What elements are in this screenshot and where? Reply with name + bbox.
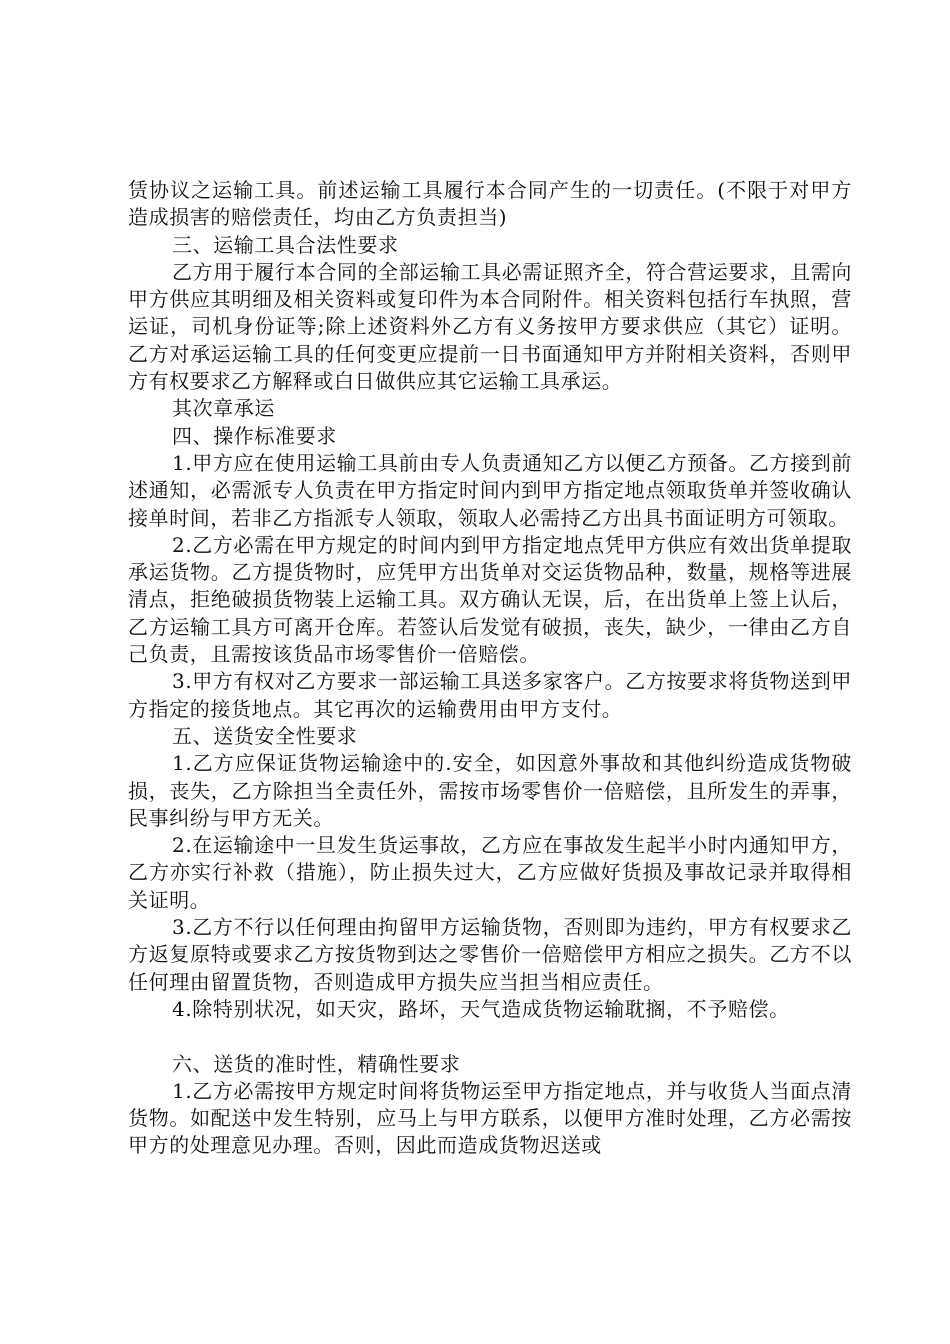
paragraph-section-3-body: 乙方用于履行本合同的全部运输工具必需证照齐全，符合营运要求，且需向甲方供应其明细及相关资料或复印件为本合同附件。相关资料包括行车执照，营运证，司机身份证等;除上述资料外乙方有义务按甲方要求供应（其它）证明。乙方对承运运输工具的任何变更应提前一日书面通知甲方并附相关资料，否则甲方有权要求乙方解释或白日做供应其它运输工具承运。 bbox=[128, 259, 852, 394]
paragraph-section-5-item-1: 1.乙方应保证货物运输途中的.安全，如因意外事故和其他纠纷造成货物破损，丧失，乙方除担当全责任外，需按市场零售价一倍赔偿，且所发生的弄事，民事纠纷与甲方无关。 bbox=[128, 751, 852, 830]
heading-section-5: 五、送货安全性要求 bbox=[172, 723, 358, 748]
paragraph-section-5-item-2: 2.在运输途中一旦发生货运事故，乙方应在事故发生起半小时内通知甲方，乙方亦实行补救（措施），防止损失过大，乙方应做好货损及事故记录并取得相关证明。 bbox=[128, 833, 852, 912]
paragraph-section-6-item-1: 1.乙方必需按甲方规定时间将货物运至甲方指定地点，并与收货人当面点清货物。如配送中发生特别，应马上与甲方联系，以便甲方准时处理，乙方必需按甲方的处理意见办理。否则，因此而造成货物迟送或 bbox=[128, 1078, 852, 1158]
heading-chapter-2: 其次章承运 bbox=[172, 396, 275, 421]
paragraph-section-4-item-1: 1.甲方应在使用运输工具前由专人负责通知乙方以便乙方预备。乙方接到前述通知，必需派专人负责在甲方指定时间内到甲方指定地点领取货单并签收确认接单时间，若非乙方指派专人领取，领取人必需持乙方出具书面证明方可领取。 bbox=[128, 450, 852, 530]
paragraph-section-4-item-2: 2.乙方必需在甲方规定的时间内到甲方指定地点凭甲方供应有效出货单提取承运货物。乙方提货物时，应凭甲方出货单对交运货物品种，数量，规格等进展清点，拒绝破损货物装上运输工具。双方确认无误，后，在出货单上签上认后，乙方运输工具方可离开仓库。若签认后发觉有破损，丧失，缺少，一律由乙方自己负责，且需按该货品市场零售价一倍赔偿。 bbox=[128, 532, 852, 667]
heading-section-3: 三、运输工具合法性要求 bbox=[172, 232, 399, 257]
heading-section-6: 六、送货的准时性，精确性要求 bbox=[172, 1051, 461, 1076]
paragraph-section-4-item-3: 3.甲方有权对乙方要求一部运输工具送多家客户。乙方按要求将货物送到甲方指定的接货地点。其它再次的运输费用由甲方支付。 bbox=[128, 669, 852, 721]
document-body bbox=[128, 177, 852, 1160]
paragraph-section-5-item-3: 3.乙方不行以任何理由拘留甲方运输货物，否则即为违约，甲方有权要求乙方返复原特或要求乙方按货物到达之零售价一倍赔偿甲方相应之损失。乙方不以任何理由留置货物，否则造成甲方损失应当担当相应责任。 bbox=[128, 915, 852, 994]
paragraph-section-5-item-4: 4.除特别状况，如天灾，路坏，天气造成货物运输耽搁，不予赔偿。 bbox=[172, 996, 790, 1021]
blank-line bbox=[128, 1023, 852, 1050]
heading-section-4: 四、操作标准要求 bbox=[172, 423, 337, 448]
paragraph-lease-continuation: 赁协议之运输工具。前述运输工具履行本合同产生的一切责任。(不限于对甲方造成损害的赔偿责任，均由乙方负责担当) bbox=[128, 178, 852, 230]
